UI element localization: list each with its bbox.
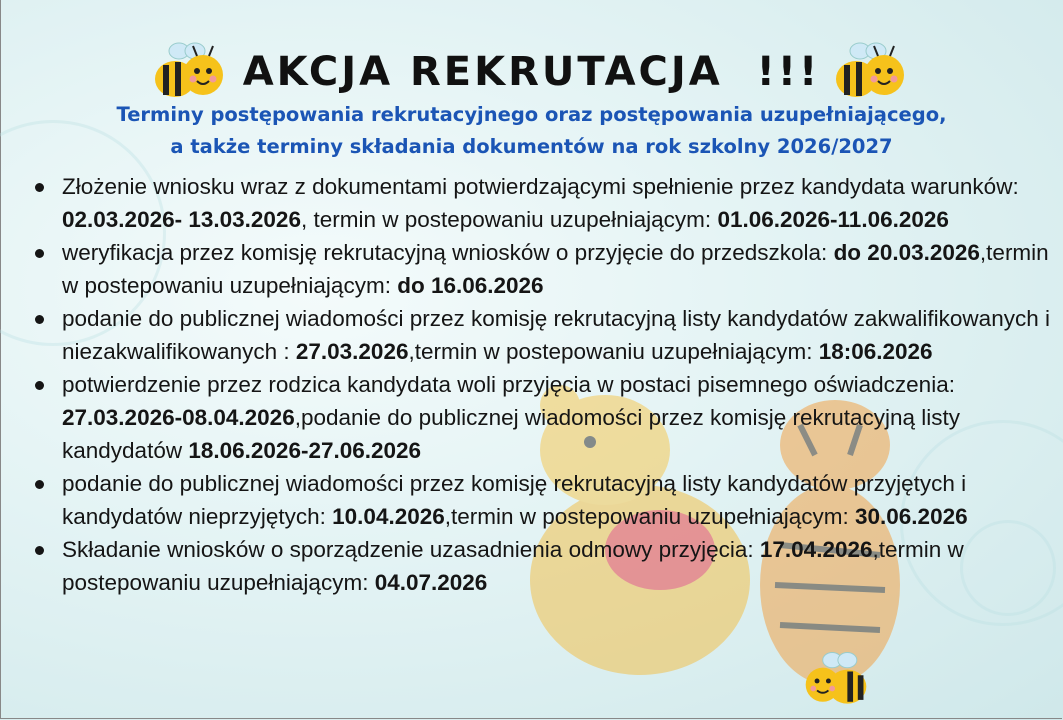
item-date: 27.03.2026	[295, 339, 409, 364]
item-date: do 16.06.2026	[397, 273, 544, 298]
bee-icon	[153, 41, 229, 103]
bullet-icon	[35, 381, 44, 390]
item-text: weryfikacja przez komisję rekrutacyjną wniosków o przyjęcie do przedszkola:	[62, 240, 834, 265]
item-date: 18.06.2026-27.06.2026	[188, 438, 422, 463]
item-date: 18:06.2026	[818, 339, 933, 364]
item-text: ,termin w postepowaniu uzupełniającym:	[408, 339, 819, 364]
bee-icon	[834, 41, 910, 103]
item-date: 30.06.2026	[855, 504, 968, 529]
item-text: ,termin w postepowaniu uzupełniającym:	[62, 537, 964, 595]
bee-icon	[800, 650, 872, 710]
item-date: 17.04.2026	[759, 537, 873, 562]
item-date: 10.04.2026	[332, 504, 445, 529]
item-date: 01.06.2026-11.06.2026	[717, 207, 949, 232]
bullet-icon	[35, 546, 44, 555]
bullet-icon	[35, 249, 44, 258]
item-text: ,termin w postepowaniu uzupełniającym:	[62, 240, 1049, 298]
item-date: 27.03.2026-08.04.2026	[62, 405, 295, 430]
item-date: do 20.03.2026	[833, 240, 980, 265]
list-item	[0, 170, 1063, 236]
item-text: podanie do publicznej wiadomości przez komisję rekrutacyjną listy kandydatów zakwalifikowanych i niezakwalifikowanych :	[62, 306, 1050, 364]
subtitle-line-2: a także terminy składania dokumentów na rok szkolny 2026/2027	[170, 135, 893, 158]
item-text: podanie do publicznej wiadomości przez komisję rekrutacyjną listy kandydatów przyjętych i kandydatów nieprzyjętych:	[62, 471, 967, 529]
bullet-icon	[35, 183, 44, 192]
item-text: Składanie wniosków o sporządzenie uzasadnienia odmowy przyjęcia:	[62, 537, 760, 562]
item-date: 02.03.2026- 13.03.2026	[62, 207, 301, 232]
list-item	[0, 467, 1063, 533]
list-item	[0, 533, 1063, 599]
poster-title: AKCJA REKRUTACJA !!!	[242, 49, 821, 95]
bullet-icon	[35, 315, 44, 324]
item-text: Złożenie wniosku wraz z dokumentami potwierdzającymi spełnienie przez kandydata warunków:	[62, 174, 1019, 199]
item-date: 04.07.2026	[374, 570, 488, 595]
list-item	[0, 236, 1063, 302]
subtitle-line-1: Terminy postępowania rekrutacyjnego oraz postępowania uzupełniającego,	[116, 103, 947, 126]
title-row	[0, 42, 1063, 102]
deadline-list	[0, 170, 1063, 599]
list-item	[0, 302, 1063, 368]
item-text: ,termin w postepowaniu uzupełniającym:	[444, 504, 855, 529]
bullet-icon	[35, 480, 44, 489]
list-item	[0, 368, 1063, 467]
item-text: potwierdzenie przez rodzica kandydata woli przyjęcia w postaci pisemnego oświadczenia:	[62, 372, 955, 397]
item-text: ,podanie do publicznej wiadomości przez komisję rekrutacyjną listy kandydatów	[62, 405, 961, 463]
item-text: , termin w postepowaniu uzupełniającym:	[300, 207, 718, 232]
